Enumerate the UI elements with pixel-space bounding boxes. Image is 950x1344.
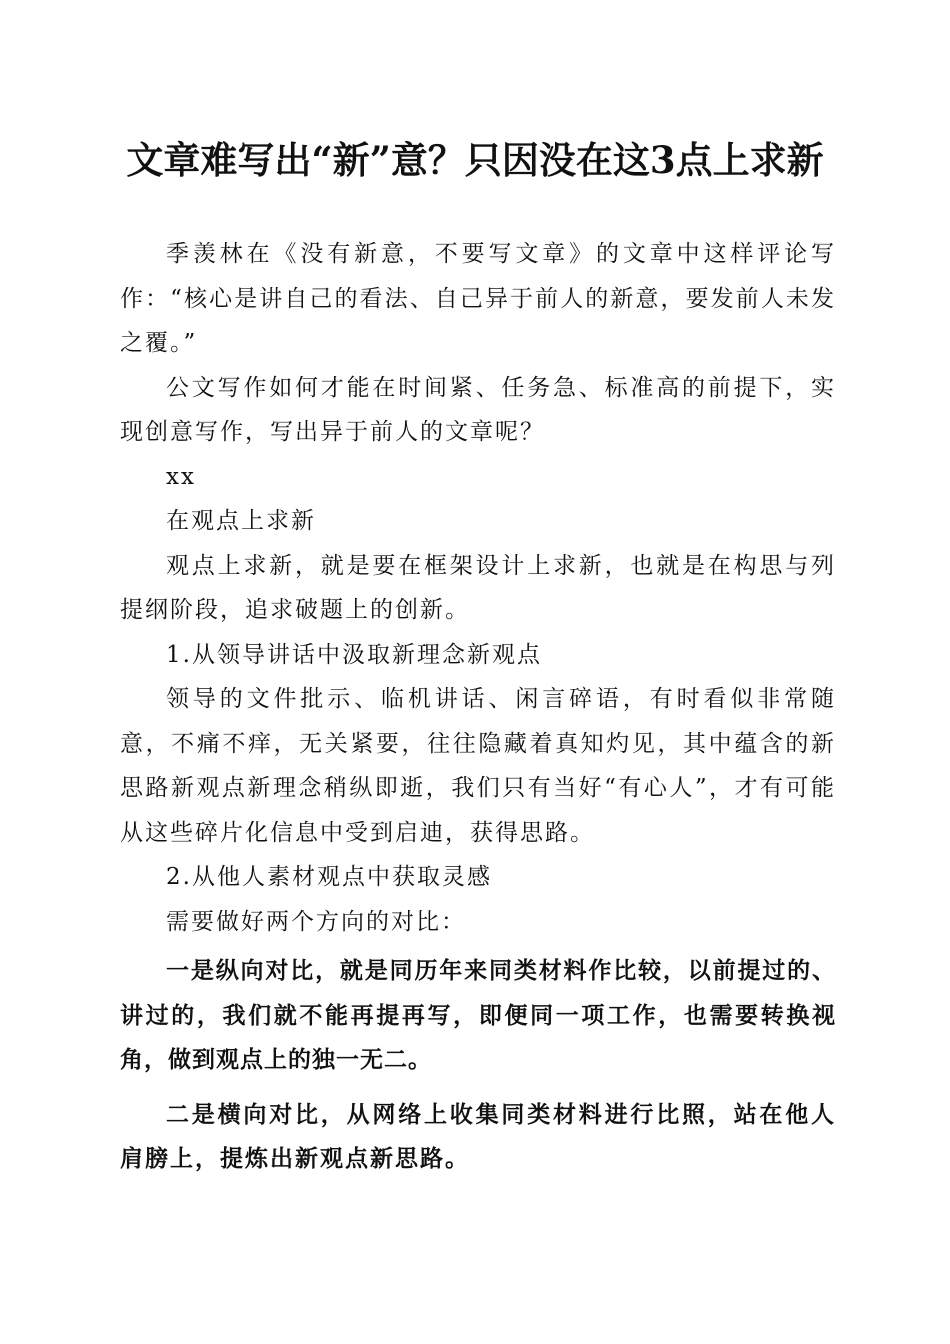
subheading-1: 1.从领导讲话中汲取新理念新观点 — [166, 641, 542, 668]
paragraph-quote: 季羡林在《没有新意，不要写文章》的文章中这样评论写作：“核心是讲自己的看法、自己异于前人的新意，要发前人未发之覆。” — [120, 241, 836, 356]
paragraph-horizontal-comparison: 二是横向对比，从网络上收集同类材料进行比照，站在他人肩膀上，提炼出新观点新思路。 — [120, 1100, 836, 1172]
section-heading: 在观点上求新 — [166, 508, 316, 534]
section-number: xx — [166, 463, 196, 490]
paragraph-leader-speech: 领导的文件批示、临机讲话、闲言碎语，有时看似非常随意，不痛不痒，无关紧要，往往隐藏着真知灼见，其中蕴含的新思路新观点新理念稍纵即逝，我们只有当好“有心人”，才有可能从这些碎片化信息中受到启迪，获得思路。 — [120, 686, 836, 846]
paragraph-section-intro: 观点上求新，就是要在框架设计上求新，也就是在构思与列提纲阶段，追求破题上的创新。 — [120, 552, 836, 623]
document-title: 文章难写出“新”意？只因没在这3点上求新 — [126, 138, 824, 182]
paragraph-vertical-comparison: 一是纵向对比，就是同历年来同类材料作比较，以前提过的、讲过的，我们就不能再提再写，即便同一项工作，也需要转换视角，做到观点上的独一无二。 — [120, 957, 836, 1073]
paragraph-comparison-intro: 需要做好两个方向的对比： — [166, 908, 466, 935]
paragraph-question: 公文写作如何才能在时间紧、任务急、标准高的前提下，实现创意写作，写出异于前人的文章呢？ — [120, 374, 836, 445]
document-body — [120, 232, 836, 1182]
subheading-2: 2.从他人素材观点中获取灵感 — [166, 864, 492, 890]
